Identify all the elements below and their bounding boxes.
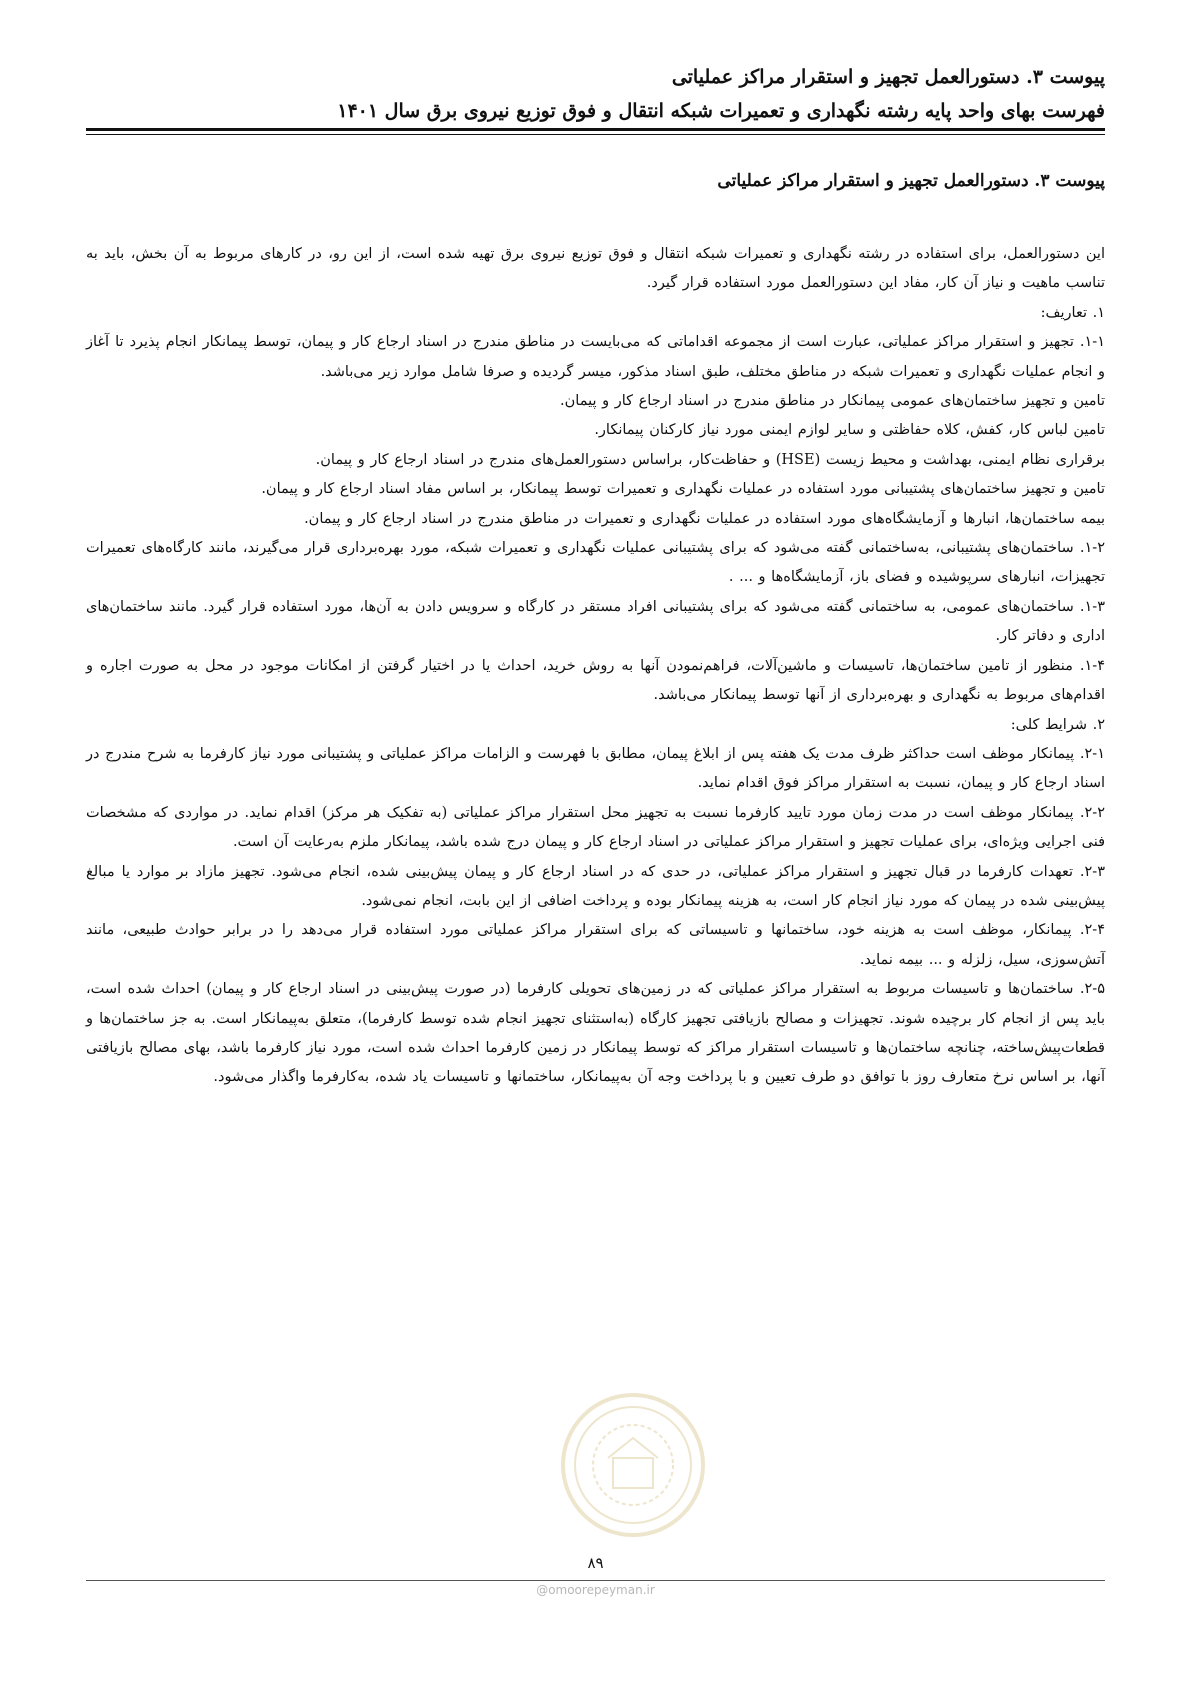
paragraph-intro: این دستورالعمل، برای استفاده در رشته نگهداری و تعمیرات شبکه انتقال و فوق توزیع نیروی برق تهیه شده است، از این رو، در کارهای مربوط به آن بخش، باید به تناسب ماهیت و نیاز آن کار، مفاد این دستورالعمل مورد استفاده قرار گیرد. — [86, 246, 1105, 292]
body-text — [86, 240, 1105, 1093]
document-page — [86, 0, 1105, 1684]
header-rule-thin — [86, 134, 1105, 135]
paragraph-1-1: ۱-۱. تجهیز و استقرار مراکز عملیاتی، عبارت است از مجموعه اقداماتی که می‌بایست در مناطق مندرج در اسناد ارجاع کار و پیمان، توسط پیمانکار انجام پذیرد تا آغاز و انجام عملیات نگهداری و تعمیرات شبکه در مناطق مختلف، طبق اسناد مذکور، میسر گردیده و صرفا شامل موارد زیر می‌باشد. — [86, 334, 1105, 380]
header-subtitle: فهرست بهای واحد پایه رشته نگهداری و تعمیرات شبکه انتقال و فوق توزیع نیروی برق سال ۱۴۰۱ — [337, 100, 1105, 122]
list-item: تامین و تجهیز ساختمان‌های پشتیبانی مورد استفاده در عملیات نگهداری و تعمیرات توسط پیمانکار، بر اساس مفاد اسناد ارجاع کار و پیمان. — [261, 481, 1105, 498]
paragraph-2-2: ۲-۲. پیمانکار موظف است در مدت زمان مورد تایید کارفرما نسبت به تجهیز محل استقرار مراکز عملیاتی (به تفکیک هر مرکز) اقدام نماید. در مواردی که مشخصات فنی اجرایی ویژه‌ای، برای عملیات تجهیز و استقرار مراکز عملیاتی در اسناد ارجاع کار و پیمان درج شده باشد، پیمانکار ملزم به‌رعایت آن است. — [86, 804, 1105, 851]
list-item: تامین و تجهیز ساختمان‌های عمومی پیمانکار در مناطق مندرج در اسناد ارجاع کار و پیمان. — [560, 393, 1105, 410]
watermark-text: @omoorepeyman.ir — [536, 1583, 655, 1597]
list-item: تامین لباس کار، کفش، کلاه حفاظتی و سایر لوازم ایمنی مورد نیاز کارکنان پیمانکار. — [594, 422, 1105, 439]
paragraph-2-1: ۲-۱. پیمانکار موظف است حداکثر ظرف مدت یک هفته پس از ابلاغ پیمان، مطابق با فهرست و الزامات مراکز عملیاتی و پشتیبانی مورد نیاز کارفرما به شرح مندرج در اسناد ارجاع کار و پیمان، نسبت به استقرار مراکز فوق اقدام نماید. — [86, 745, 1105, 792]
list-item: برقراری نظام ایمنی، بهداشت و محیط زیست (HSE) و حفاظت‌کار، براساس دستورالعمل‌های مندرج در اسناد ارجاع کار و پیمان. — [315, 451, 1105, 468]
paragraph-2-4: ۲-۴. پیمانکار، موظف است به هزینه خود، ساختمانها و تاسیساتی که برای استقرار مراکز عملیاتی مورد استفاده قرار می‌دهد را در برابر حوادث طبیعی، مانند آتش‌سوزی، سیل، زلزله و ... بیمه نماید. — [86, 922, 1105, 968]
header-title: پیوست ۳. دستورالعمل تجهیز و استقرار مراکز عملیاتی — [671, 66, 1105, 88]
page-header — [86, 60, 1105, 128]
paragraph-1-2: ۱-۲. ساختمان‌های پشتیبانی، به‌ساختمانی گفته می‌شود که برای پشتیبانی عملیات نگهداری و تعمیرات شبکه، مورد بهره‌برداری قرار می‌گیرند، مانند کارگاه‌های تعمیرات تجهیزات، انبارهای سرپوشیده و فضای باز، آزمایشگاه‌ها و ... . — [86, 540, 1105, 586]
page-number: ۸۹ — [587, 1554, 604, 1572]
heading-general-conditions: ۲. شرایط کلی: — [1010, 716, 1105, 733]
seal-watermark-icon — [558, 1390, 708, 1540]
header-rule-thick — [86, 128, 1105, 131]
paragraph-1-4: ۱-۴. منظور از تامین ساختمان‌ها، تاسیسات و ماشین‌آلات، فراهم‌نمودن آنها به روش خرید، احداث یا در اختیار گرفتن از امکانات موجود در محل به صورت اجاره و اقدام‌های مربوط به نگهداری و بهره‌برداری از آنها توسط پیمانکار می‌باشد. — [86, 657, 1105, 704]
list-item: بیمه ساختمان‌ها، انبارها و آزمایشگاه‌های مورد استفاده در عملیات نگهداری و تعمیرات در مناطق مندرج در اسناد ارجاع کار و پیمان. — [304, 510, 1105, 527]
paragraph-2-3: ۲-۳. تعهدات کارفرما در قبال تجهیز و استقرار مراکز عملیاتی، در حدی که در اسناد ارجاع کار و پیمان پیش‌بینی شده، انجام می‌شود. تجهیز مازاد بر موارد یا مبالغ پیش‌بینی شده در پیمان که مورد نیاز انجام کار است، به هزینه پیمانکار بوده و پرداخت اضافی از این بابت، انجام نمی‌شود. — [86, 863, 1105, 909]
footer-rule — [86, 1580, 1105, 1581]
heading-definitions: ۱. تعاریف: — [1040, 304, 1105, 321]
paragraph-2-5: ۲-۵. ساختمان‌ها و تاسیسات مربوط به استقرار مراکز عملیاتی که در زمین‌های تحویلی کارفرما (در صورت پیش‌بینی در اسناد ارجاع کار و پیمان) احداث شده است، باید پس از انجام کار برچیده شوند. تجهیزات و مصالح بازیافتی تجهیز کارگاه (به‌استثنای تجهیز انجام شده توسط کارفرما)، متعلق به‌پیمانکار است. به جز ساختمان‌ها و قطعات‌پیش‌ساخته، چنانچه ساختمان‌ها و تاسیسات استقرار مراکز که توسط پیمانکار در زمین کارفرما احداث شده است، مورد نیاز کارفرما باشد، بهای مصالح بازیافتی آنها، بر اساس نرخ متعارف روز با توافق دو طرف تعیین و با پرداخت وجه آن به‌پیمانکار، ساختمانها و تاسیسات یاد شده، به‌کارفرما واگذار می‌شود. — [86, 981, 1105, 1086]
section-title: پیوست ۳. دستورالعمل تجهیز و استقرار مراکز عملیاتی — [717, 171, 1105, 191]
paragraph-1-3: ۱-۳. ساختمان‌های عمومی، به ساختمانی گفته می‌شود که برای پشتیبانی افراد مستقر در کارگاه و سرویس دادن به آن‌ها، مورد استفاده قرار گیرد. مانند ساختمان‌های اداری و دفاتر کار. — [86, 598, 1105, 645]
